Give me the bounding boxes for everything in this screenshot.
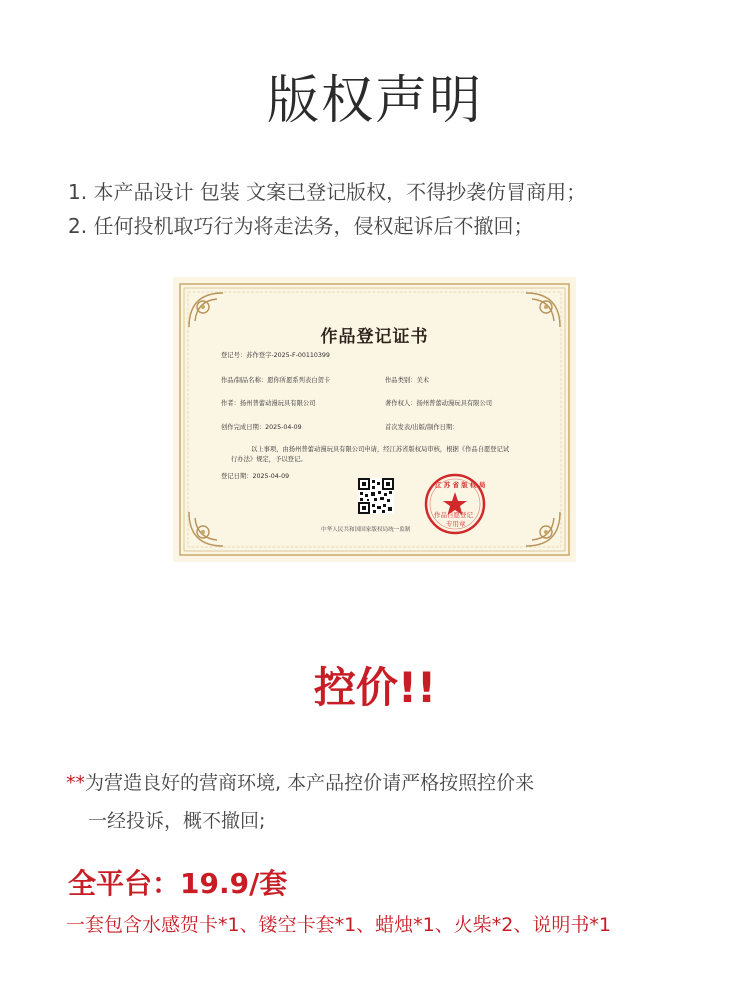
statement-line-2: 行办法》规定，予以登记。 bbox=[231, 456, 307, 463]
page-title: 版权声明 bbox=[266, 71, 483, 131]
work-type: 作品类别：美术 bbox=[385, 377, 430, 384]
seal-top-text: 江 苏 省 版 权 局 bbox=[435, 481, 486, 489]
seal-bottom-text-1: 作品自愿登记 bbox=[434, 511, 473, 519]
author: 作者：扬州普蕾动漫玩具有限公司 bbox=[221, 400, 316, 407]
completion-date: 创作完成日期：2025-04-09 bbox=[221, 424, 302, 431]
price-control-title: 控价!! bbox=[313, 663, 437, 712]
platform-price: 全平台：19.9/套 bbox=[68, 867, 288, 900]
price-policy-line-2: 一经投诉，概不撤回; bbox=[88, 810, 266, 832]
notice-line-2: 2. 任何投机取巧行为将走法务，侵权起诉后不撤回； bbox=[68, 214, 534, 238]
registration-number: 登记号：苏作登字-2025-F-00110399 bbox=[221, 352, 330, 359]
certificate-border bbox=[173, 277, 576, 562]
notice-line-1: 1. 本产品设计 包装 文案已登记版权，不得抄袭仿冒商用； bbox=[68, 180, 587, 204]
statement-line-1: 以上事项，由扬州普蕾动漫玩具有限公司申请，经江苏省版权局审核，根据《作品自愿登记试 bbox=[251, 446, 510, 453]
copyright-certificate bbox=[173, 277, 576, 562]
work-name: 作品/制品名称：愿你所愿系列表白贺卡 bbox=[221, 377, 331, 384]
certificate-footer: 中华人民共和国国家版权局统一监制 bbox=[321, 527, 411, 533]
policy-asterisks: ** bbox=[66, 772, 85, 794]
qr-code-icon bbox=[358, 478, 394, 514]
policy-text: 为营造良好的营商环境, 本产品控价请严格按照控价来 bbox=[85, 772, 535, 794]
copyright-owner: 著作权人：扬州普蕾动漫玩具有限公司 bbox=[385, 400, 493, 407]
bundle-contents: 一套包含水感贺卡*1、镂空卡套*1、蜡烛*1、火柴*2、说明书*1 bbox=[66, 914, 611, 936]
publish-date: 首次发表/出版/制作日期： bbox=[385, 424, 459, 431]
registration-date: 登记日期：2025-04-09 bbox=[221, 473, 290, 480]
certificate-title: 作品登记证书 bbox=[320, 327, 429, 347]
seal-bottom-text-2: 专用章 bbox=[446, 520, 466, 528]
price-policy-line-1 bbox=[66, 768, 534, 795]
